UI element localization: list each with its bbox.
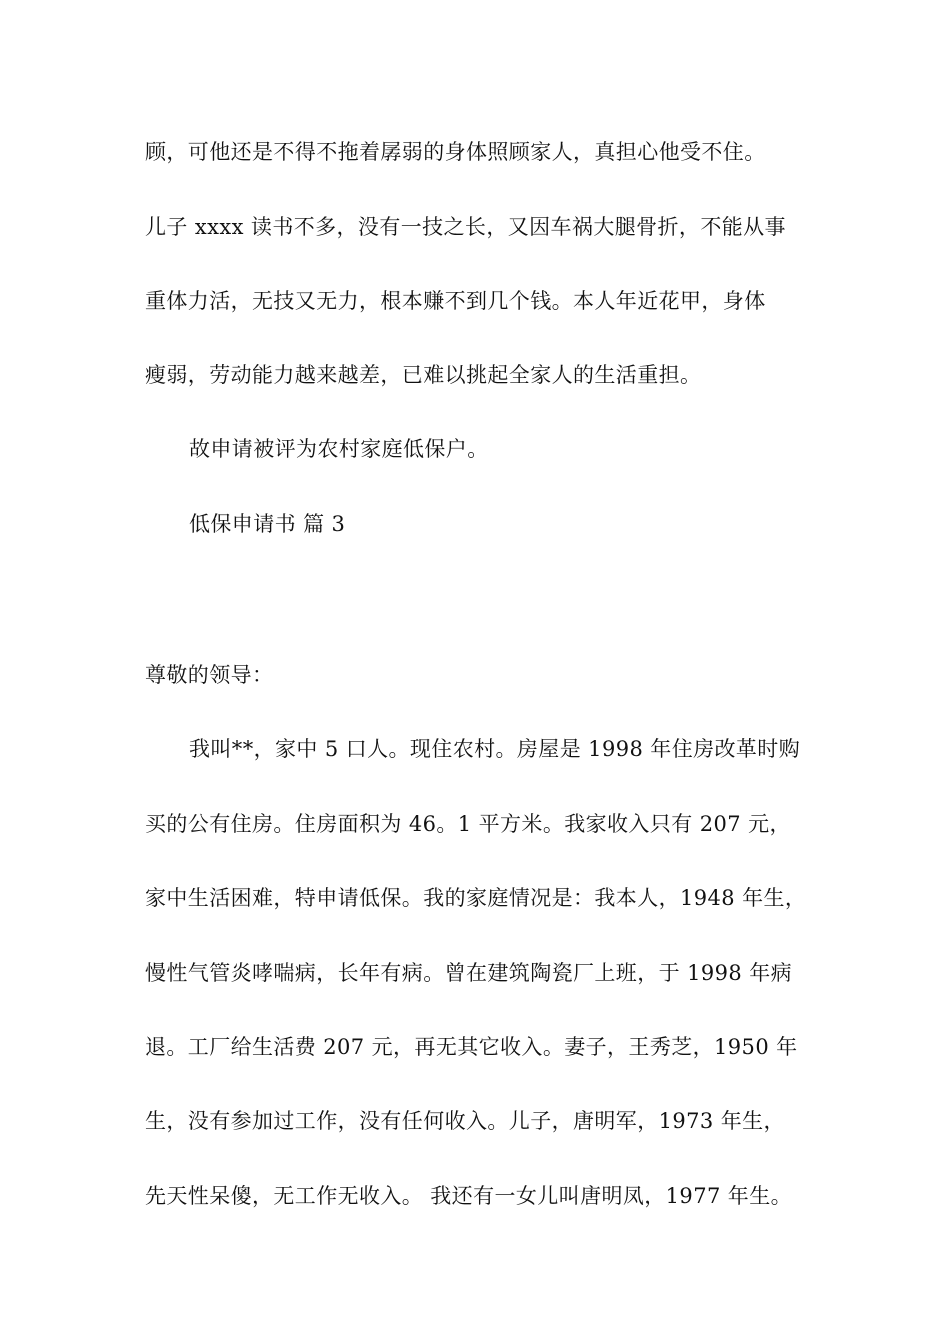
salutation: 尊敬的领导： <box>145 663 274 687</box>
paragraph-line: 瘦弱，劳动能力越来越差，已难以挑起全家人的生活重担。 <box>145 363 702 387</box>
paragraph-line: 生，没有参加过工作，没有任何收入。儿子，唐明军，1973 年生， <box>145 1109 785 1133</box>
paragraph-line: 重体力活，无技又无力，根本赚不到几个钱。本人年近花甲，身体 <box>145 289 766 313</box>
paragraph-line: 家中生活困难，特申请低保。我的家庭情况是：我本人，1948 年生， <box>145 886 807 910</box>
paragraph-line: 顾，可他还是不得不拖着孱弱的身体照顾家人，真担心他受不住。 <box>145 140 766 164</box>
paragraph-line: 儿子 xxxx 读书不多，没有一技之长，又因车祸大腿骨折，不能从事 <box>145 215 786 239</box>
paragraph-line: 退。工厂给生活费 207 元，再无其它收入。妻子，王秀芝，1950 年 <box>145 1035 798 1059</box>
paragraph-line: 我叫**，家中 5 口人。现住农村。房屋是 1998 年住房改革时购 <box>189 737 801 761</box>
paragraph-line: 买的公有住房。住房面积为 46。1 平方米。我家收入只有 207 元， <box>145 812 791 836</box>
paragraph-line: 慢性气管炎哮喘病，长年有病。曾在建筑陶瓷厂上班，于 1998 年病 <box>145 961 792 985</box>
section-heading: 低保申请书 篇 3 <box>189 512 346 536</box>
paragraph-line: 先天性呆傻，无工作无收入。 我还有一女儿叫唐明凤，1977 年生。 <box>145 1184 792 1208</box>
paragraph-line: 故申请被评为农村家庭低保户。 <box>189 437 489 461</box>
